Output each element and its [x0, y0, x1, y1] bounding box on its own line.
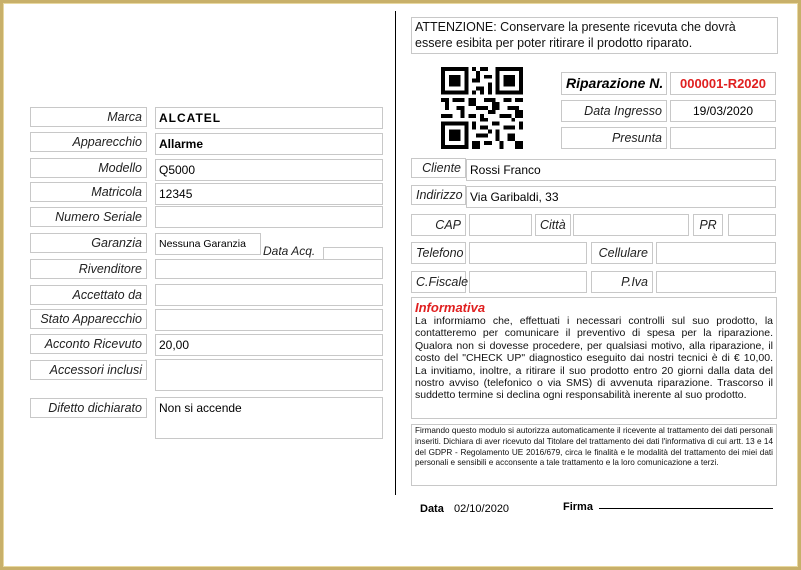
informativa-box: [411, 297, 777, 419]
marca-label: Marca: [30, 107, 147, 127]
rivenditore-label: Rivenditore: [30, 259, 147, 279]
modello-field[interactable]: Q5000: [155, 159, 383, 181]
matricola-label: Matricola: [30, 182, 147, 202]
informativa-text: La informiamo che, effettuati i necessari controlli sul suo prodotto, la contatteremo per comunicare il preventivo di spesa per la riparazione. Qualora non si dovesse procedere, per qualsiasi motivo, alla riparazione, il costo del "CHECK UP" diagnostico eseguito dai nostri tecnici è di € 10,00. La invitiamo, inoltre, a ritirare il suo prodotto entro 20 giorni dalla data del nostro avviso (telefonico o via SMS) di avvenuta riparazione. Trascorso il suddetto termine si declina ogni responsabilità inerente al suo prodotto.: [415, 315, 773, 402]
cellulare-label: Cellulare: [591, 242, 653, 264]
stato-apparecchio-label: Stato Apparecchio: [30, 309, 147, 329]
footer-data-value: 02/10/2020: [454, 503, 510, 515]
accessori-inclusi-label: Accessori inclusi: [30, 360, 147, 380]
footer-data-label: Data: [420, 503, 444, 515]
rivenditore-field[interactable]: [155, 259, 383, 279]
accettato-da-label: Accettato da: [30, 285, 147, 305]
qr-code-icon: [441, 67, 523, 149]
riparazione-number: 000001-R2020: [670, 72, 776, 95]
difetto-dichiarato-label: Difetto dichiarato: [30, 398, 147, 418]
cfiscale-field[interactable]: [469, 271, 587, 293]
indirizzo-field[interactable]: Via Garibaldi, 33: [466, 186, 776, 208]
signature-line: [599, 508, 773, 509]
accessori-inclusi-field[interactable]: [155, 359, 383, 391]
acconto-ricevuto-label: Acconto Ricevuto: [30, 334, 147, 354]
riparazione-label: Riparazione N.: [561, 72, 667, 95]
acconto-ricevuto-field[interactable]: 20,00: [155, 334, 383, 356]
data-ingresso-field[interactable]: 19/03/2020: [670, 100, 776, 122]
marca-field[interactable]: ALCATEL: [155, 107, 383, 129]
attention-notice: ATTENZIONE: Conservare la presente ricevuta che dovrà essere esibita per poter ritirare il prodotto riparato.: [411, 17, 778, 54]
apparecchio-field[interactable]: Allarme: [155, 133, 383, 155]
presunta-field[interactable]: [670, 127, 776, 149]
cap-field[interactable]: [469, 214, 532, 236]
telefono-field[interactable]: [469, 242, 587, 264]
footer-firma-label: Firma: [563, 501, 593, 513]
privacy-consent-text: Firmando questo modulo si autorizza automaticamente il ricevente al trattamento dei dati personali inseriti. Dichiara di aver ricevuto dal Titolare del trattamento dei dati l'informativa di cui artt. 13 e 14 del GDPR - Regolamento UE 2016/679, circa le finalità e le modalità del trattamento dei miei dati personali e sensibili e acconsente a tale trattamento e la loro comunicazione a terzi.: [411, 424, 777, 486]
numero-seriale-field[interactable]: [155, 206, 383, 228]
presunta-label: Presunta: [561, 127, 667, 149]
cap-label: CAP: [411, 214, 466, 236]
garanzia-field[interactable]: Nessuna Garanzia: [155, 233, 261, 255]
apparecchio-label: Apparecchio: [30, 132, 147, 152]
data-ingresso-label: Data Ingresso: [561, 100, 667, 122]
indirizzo-label: Indirizzo: [411, 185, 466, 205]
stato-apparecchio-field[interactable]: [155, 309, 383, 331]
cellulare-field[interactable]: [656, 242, 776, 264]
cliente-label: Cliente: [411, 158, 466, 178]
difetto-dichiarato-field[interactable]: Non si accende: [155, 397, 383, 439]
pr-label: PR: [693, 214, 723, 236]
piva-label: P.Iva: [591, 271, 653, 293]
cfiscale-label: C.Fiscale: [411, 271, 466, 293]
modello-label: Modello: [30, 158, 147, 178]
numero-seriale-label: Numero Seriale: [30, 207, 147, 227]
matricola-field[interactable]: 12345: [155, 183, 383, 205]
data-acq-label: Data Acq.: [263, 244, 316, 258]
piva-field[interactable]: [656, 271, 776, 293]
informativa-title: Informativa: [415, 300, 486, 315]
vertical-divider: [395, 11, 396, 495]
citta-label: Città: [535, 214, 571, 236]
citta-field[interactable]: [573, 214, 689, 236]
accettato-da-field[interactable]: [155, 284, 383, 306]
telefono-label: Telefono: [411, 242, 466, 264]
garanzia-label: Garanzia: [30, 233, 147, 253]
pr-field[interactable]: [728, 214, 776, 236]
cliente-field[interactable]: Rossi Franco: [466, 159, 776, 181]
